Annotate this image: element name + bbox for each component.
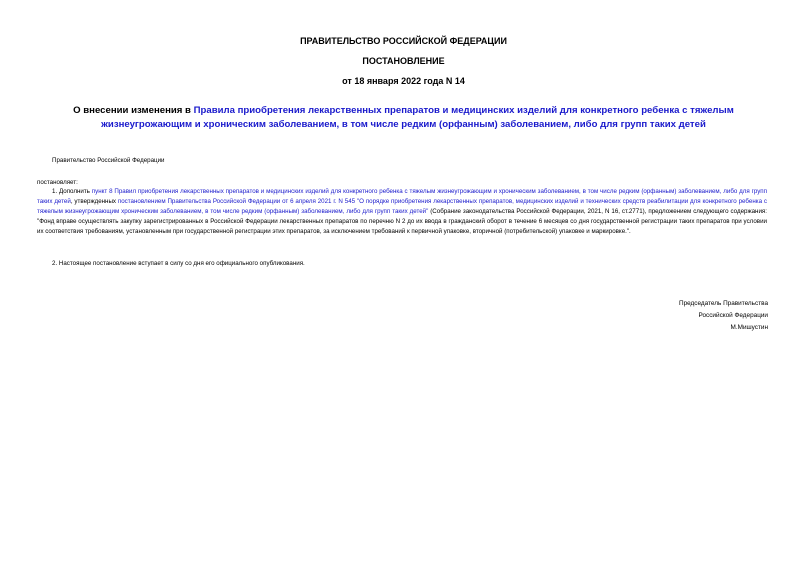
item-1-middle: , утвержденных	[70, 198, 118, 205]
item-1-paragraph	[37, 187, 767, 237]
signature-name: М.Мишустин	[730, 324, 768, 331]
decides-text: постановляет:	[37, 179, 78, 186]
document-title	[50, 104, 757, 132]
signature-position: Председатель Правительства	[679, 300, 768, 307]
signature-country: Российской Федерации	[698, 312, 768, 319]
item-1-start: 1. Дополнить	[52, 188, 92, 195]
item-1-resolution-link[interactable]: постановлением Правительства Российской Федерации от 6 апреля 2021 г. N 545 "О порядке приобретения лекарственных препаратов, медицинских изделий и технических средств реабилитации для конкретного ребенка с тяжелым жизнеугрожающим хроническим заболеванием, в том числе редким (орфанным) заболеванием, либо для групп таких детей"	[37, 198, 767, 215]
government-header: ПРАВИТЕЛЬСТВО РОССИЙСКОЙ ФЕДЕРАЦИИ	[300, 36, 507, 46]
item-1-end: (Собрание законодательства Российской Федерации, 2021, N 16, ст.2771), предложением следующего содержания: "Фонд вправе осуществлять закупку зарегистрированных в Российской Федерации лекарственных препаратов по перечню N 2 до их ввода в гражданский оборот в течение 6 месяцев со дня государственной регистрации таких препаратов при условии их соответствия требованиям, установленным при государственной регистрации этих препаратов, за исключением требований к первичной упаковке, вторичной (потребительской) упаковке и маркировке.".	[37, 208, 767, 235]
issuer-text: Правительство Российской Федерации	[52, 157, 165, 164]
document-type: ПОСТАНОВЛЕНИЕ	[362, 56, 445, 66]
item-2-paragraph: 2. Настоящее постановление вступает в силу со дня его официального опубликования.	[52, 260, 305, 267]
item-1-point-link[interactable]: пункт 8 Правил приобретения лекарственных препаратов и медицинских изделий для конкретного ребенка с тяжелым жизнеугрожающим и хроническим заболеванием, в том числе редким (орфанным) заболеванием, либо для групп таких детей	[37, 188, 767, 205]
title-rules-link[interactable]: Правила приобретения лекарственных препаратов и медицинских изделий для конкретного ребенка с тяжелым жизнеугрожающим и хроническим заболеванием, в том числе редким (орфанным) заболеванием, либо для групп таких детей	[101, 105, 734, 130]
title-prefix: О внесении изменения в	[73, 105, 194, 116]
document-date: от 18 января 2022 года N 14	[342, 76, 465, 86]
